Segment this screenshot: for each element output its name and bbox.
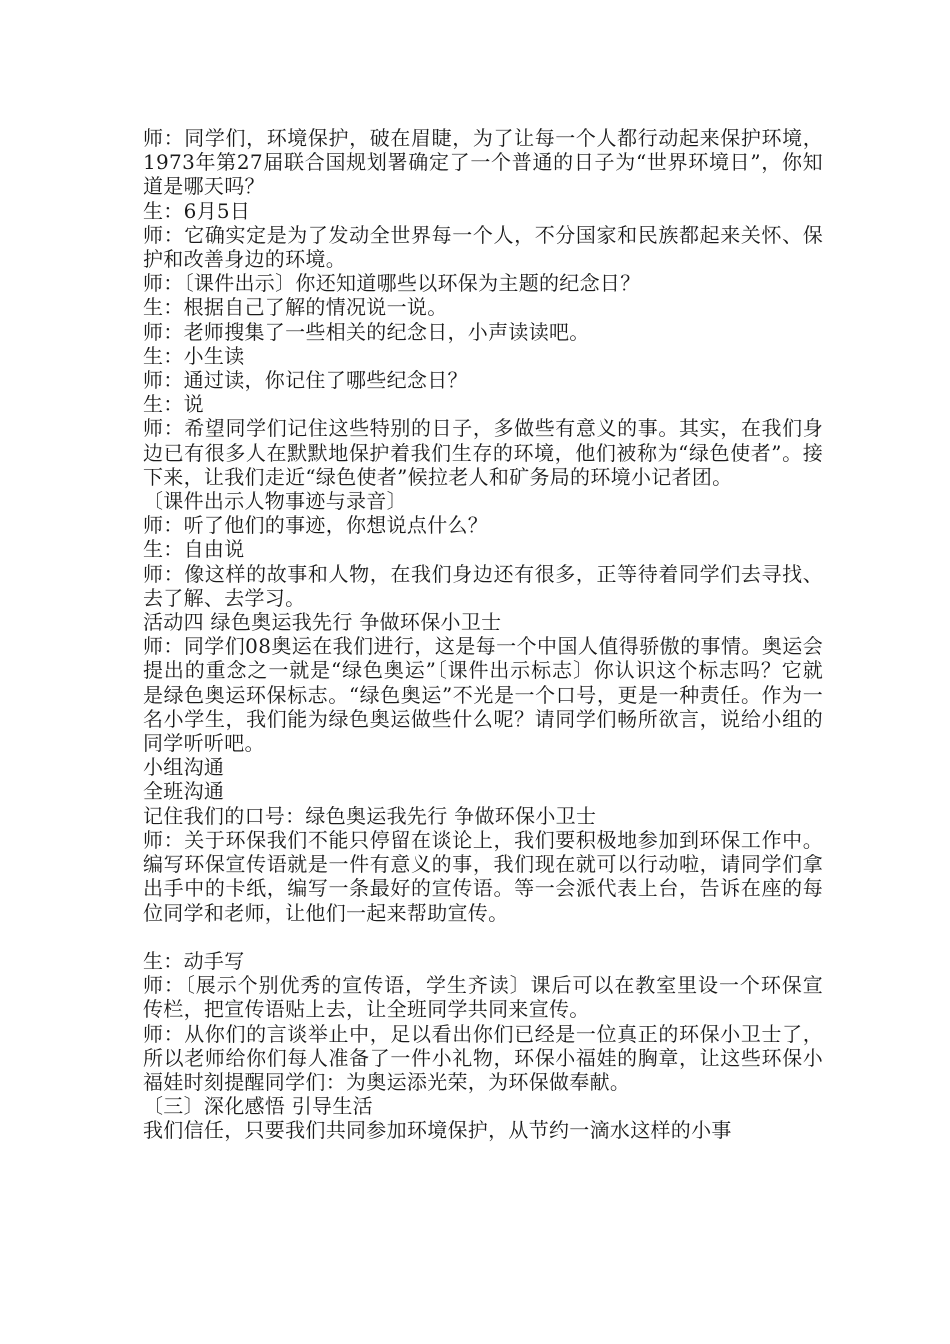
paragraph: 生：根据自己了解的情况说一说。 — [143, 295, 448, 320]
paragraph: 全班沟通 — [143, 779, 225, 804]
blank-line — [143, 925, 823, 949]
paragraph: 〔课件出示人物事迹与录音〕 — [143, 489, 407, 514]
document-body — [143, 126, 823, 1143]
paragraph: 师：〔展示个别优秀的宣传语，学生齐读〕课后可以在教室里设一个环保宣传栏，把宣传语贴上去，让全班同学共同来宣传。 — [143, 973, 823, 1022]
paragraph: 师：通过读，你记住了哪些纪念日？ — [143, 368, 468, 393]
paragraph: 我们信任，只要我们共同参加环境保护，从节约一滴水这样的小事 — [143, 1118, 732, 1143]
paragraph: 生：小生读 — [143, 343, 245, 368]
paragraph: 师：听了他们的事迹，你想说点什么？ — [143, 513, 489, 538]
paragraph: 生：动手写 — [143, 948, 245, 973]
section-heading: 〔三〕深化感悟 引导生活 — [143, 1094, 373, 1119]
paragraph: 师：老师搜集了一些相关的纪念日，小声读读吧。 — [143, 319, 590, 344]
section-heading: 活动四 绿色奥运我先行 争做环保小卫士 — [143, 610, 502, 635]
paragraph: 小组沟通 — [143, 755, 225, 780]
paragraph: 记住我们的口号：绿色奥运我先行 争做环保小卫士 — [143, 803, 597, 828]
paragraph: 师：从你们的言谈举止中，足以看出你们已经是一位真正的环保小卫士了，所以老师给你们每人准备了一件小礼物，环保小福娃的胸章，让这些环保小福娃时刻提醒同学们：为奥运添光荣，为环保做奉献。 — [143, 1021, 823, 1094]
paragraph: 师：它确实定是为了发动全世界每一个人，不分国家和民族都起来关怀、保护和改善身边的环境。 — [143, 222, 823, 272]
paragraph: 师：希望同学们记住这些特别的日子，多做些有意义的事。其实，在我们身边已有很多人在默默地保护着我们生存的环境，他们被称为“绿色使者”。接下来，让我们走近“绿色使者”候拉老人和矿务局的环境小记者团。 — [143, 416, 823, 489]
paragraph: 生：6月5日 — [143, 198, 251, 223]
paragraph: 生：说 — [143, 392, 204, 417]
paragraph: 师：像这样的故事和人物，在我们身边还有很多，正等待着同学们去寻找、去了解、去学习。 — [143, 561, 823, 610]
paragraph: 生：自由说 — [143, 537, 245, 562]
paragraph: 师：同学们08奥运在我们进行，这是每一个中国人值得骄傲的事情。奥运会提出的重念之一就是“绿色奥运”〔课件出示标志〕你认识这个标志吗？它就是绿色奥运环保标志。“绿色奥运”不光是一个口号，更是一种责任。作为一名小学生，我们能为绿色奥运做些什么呢？请同学们畅所欲言，说给小组的同学听听吧。 — [143, 634, 823, 756]
paragraph: 师：同学们，环境保护，破在眉睫，为了让每一个人都行动起来保护环境，1973年第27届联合国规划署确定了一个普通的日子为“世界环境日”，你知道是哪天吗？ — [143, 126, 823, 199]
paragraph: 师：关于环保我们不能只停留在谈论上，我们要积极地参加到环保工作中。编写环保宣传语就是一件有意义的事，我们现在就可以行动啦，请同学们拿出手中的卡纸，编写一条最好的宣传语。等一会派代表上台，告诉在座的每位同学和老师，让他们一起来帮助宣传。 — [143, 827, 823, 925]
paragraph: 师：〔课件出示〕你还知道哪些以环保为主题的纪念日？ — [143, 271, 641, 296]
